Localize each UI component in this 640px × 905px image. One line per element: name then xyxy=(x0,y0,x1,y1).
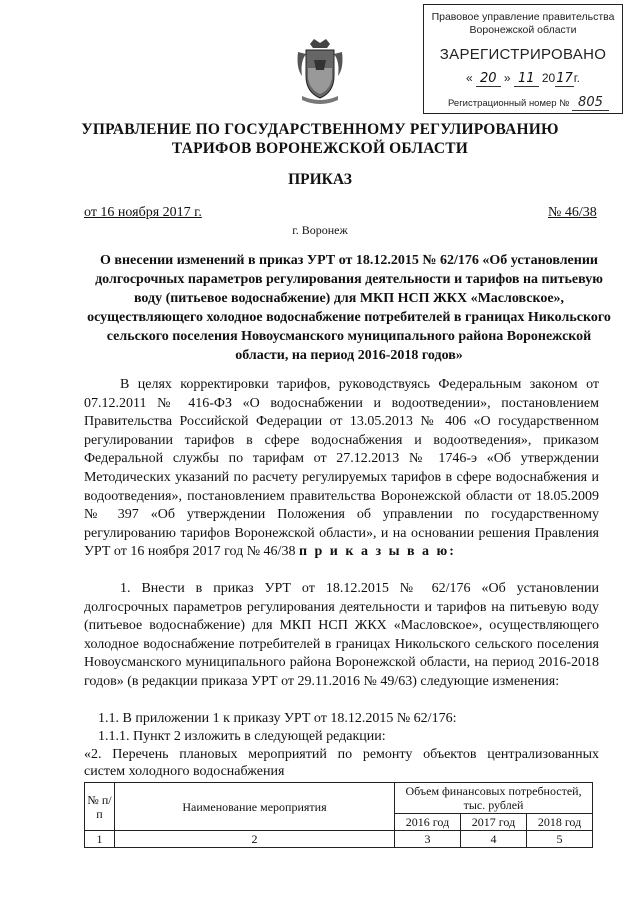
header-year: 2016 год xyxy=(395,814,461,831)
org-title-line1: УПРАВЛЕНИЕ ПО ГОСУДАРСТВЕННОМУ РЕГУЛИРОВАНИЮ xyxy=(81,121,559,138)
item-1-1: 1.1. В приложении 1 к приказу УРТ от 18.12.2015 № 62/176: xyxy=(98,711,457,726)
order-city: г. Воронеж xyxy=(292,223,348,237)
preamble-paragraph xyxy=(84,376,599,562)
coat-of-arms-icon xyxy=(296,38,344,106)
stamp-year-suffix: г. xyxy=(573,71,580,85)
header-year: 2017 год xyxy=(461,814,527,831)
item-2-heading-line1: «2. Перечень плановых мероприятий по ремонту объектов централизованных xyxy=(84,747,599,762)
stamp-regno-value: 805 xyxy=(572,95,609,111)
stamp-quote-close: » xyxy=(503,71,511,85)
stamp-registered: ЗАРЕГИСТРИРОВАНО xyxy=(439,46,607,63)
stamp-day: 20 xyxy=(476,71,501,87)
document-type: ПРИКАЗ xyxy=(288,171,352,188)
header-num: № п/п xyxy=(85,783,115,831)
table-cell: 5 xyxy=(527,831,593,848)
preamble-text xyxy=(84,376,599,562)
stamp-org xyxy=(424,11,622,37)
table-cell: 1 xyxy=(85,831,115,848)
item-1-1-1: 1.1.1. Пункт 2 изложить в следующей редакции: xyxy=(98,729,386,744)
order-number: № 46/38 xyxy=(548,205,597,220)
repair-plan-table xyxy=(84,782,593,848)
stamp-year-hand: 17 xyxy=(556,71,573,86)
stamp-regno xyxy=(424,95,622,110)
stamp-month: 11 xyxy=(514,71,539,87)
stamp-line2: Воронежской области xyxy=(469,24,577,36)
table-cell: 4 xyxy=(461,831,527,848)
table-cell: 2 xyxy=(115,831,395,848)
item-2-heading-line2: систем холодного водоснабжения xyxy=(84,764,285,779)
stamp-regno-label: Регистрационный номер № xyxy=(448,98,570,109)
item-1-text: 1. Внести в приказ УРТ от 18.12.2015 № 62/176 «Об установлении долгосрочных параметров регулирования деятельности и тарифов на питьевую воду (питьевое водоснабжение) для МКП НСП ЖКХ «Масловское», осуществляющего холодное водоснабжение потребителей в границах Никольского сельского поселения Новоусманского муниципального района Воронежской области, на период 2016-2018 годов» (в редакции приказа УРТ от 29.11.2016 № 49/63) следующие изменения: xyxy=(84,581,599,689)
stamp-date xyxy=(424,71,622,86)
header-year: 2018 год xyxy=(527,814,593,831)
stamp-year-prefix: 20 xyxy=(541,71,556,85)
table-index-row xyxy=(85,831,593,848)
registration-stamp xyxy=(423,4,623,114)
stamp-line1: Правовое управление правительства xyxy=(431,11,615,23)
table-header-row xyxy=(85,783,593,814)
table-cell: 3 xyxy=(395,831,461,848)
order-date: от 16 ноября 2017 г. xyxy=(84,205,202,220)
item-1-paragraph xyxy=(84,580,599,692)
preamble-body: В целях корректировки тарифов, руководствуясь Федеральным законом от 07.12.2011 № 416-ФЗ «О водоснабжении и водоотведении», постановлением Правительства Российской Федерации от 13.05.2013 № 406 «О государственном регулировании тарифов в сфере водоснабжения и водоотведения», приказом Федеральной службы по тарифам от 27.12.2013 № 1746-э «Об утверждении Методических указаний по расчету регулируемых тарифов в сфере водоснабжения и водоотведения», постановлением правительства Воронежской области от 18.05.2009 № 397 «Об утверждении Положения об управлении по государственному регулированию тарифов Воронежской области», и на основании решения Правления УРТ от 16 ноября 2017 год № 46/38 xyxy=(84,377,599,560)
header-name: Наименование мероприятия xyxy=(115,783,395,831)
order-subject: О внесении изменений в приказ УРТ от 18.12.2015 № 62/176 «Об установлении долгосрочных параметров регулирования деятельности и тарифов на питьевую воду (питьевое водоснабжение) для МКП НСП ЖКХ «Масловское», осуществляющего холодное водоснабжение потребителей в границах Никольского сельского поселения Новоусманского муниципального района Воронежской области, на период 2016-2018 годов» xyxy=(87,253,611,363)
org-title-line2: ТАРИФОВ ВОРОНЕЖСКОЙ ОБЛАСТИ xyxy=(171,140,469,157)
prikazyvayu-word: п р и к а з ы в а ю: xyxy=(298,544,456,560)
header-finance: Объем финансовых потребностей, тыс. рублей xyxy=(395,783,593,814)
stamp-quote-open: « xyxy=(466,71,473,85)
